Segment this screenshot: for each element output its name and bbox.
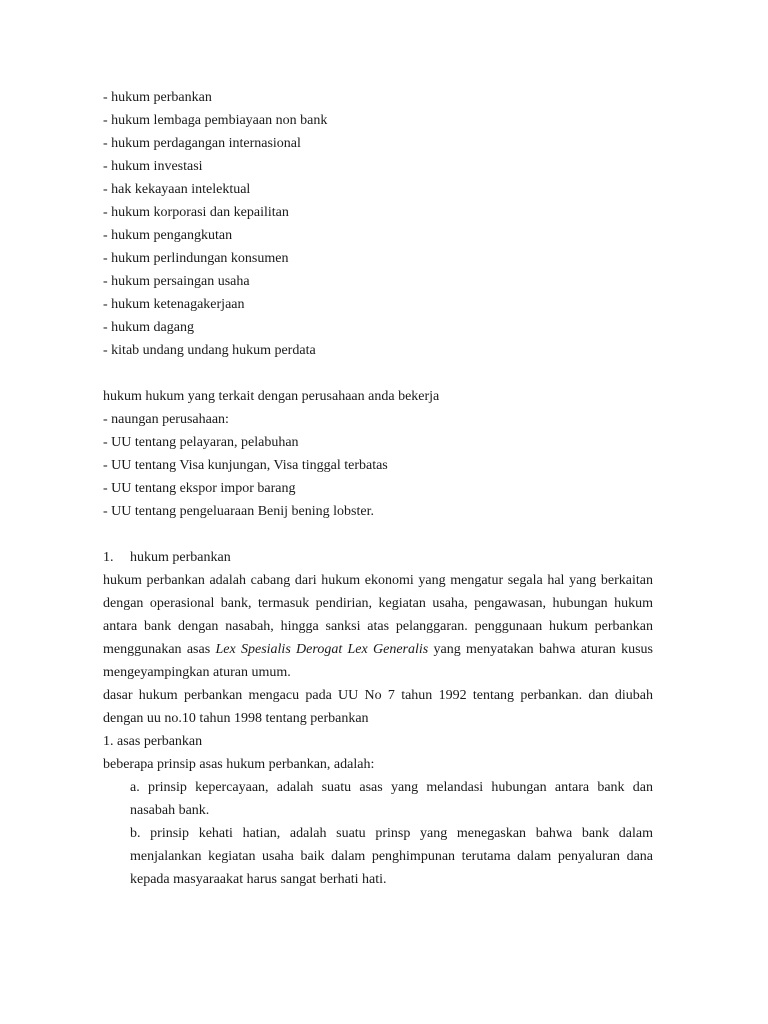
list-item: - naungan perusahaan: [103, 412, 229, 427]
paragraph-line: antara bank dengan nasabah, hingga sanksi atas pelanggaran. penggunaan hukum perbankan [103, 619, 653, 634]
banking-law-section [103, 546, 653, 891]
list-item: - kitab undang undang hukum perdata [103, 343, 316, 358]
text-run: menggunakan asas [103, 642, 216, 657]
paragraph-legal-basis [103, 684, 653, 730]
principle-item-a [103, 776, 653, 822]
text-run: yang menyatakan bahwa aturan kusus [428, 642, 653, 657]
law-list [103, 86, 653, 362]
list-item: - hukum perbankan [103, 90, 212, 105]
paragraph-line: a. prinsip kepercayaan, adalah suatu asas yang melandasi hubungan antara bank dan [130, 780, 653, 795]
list-item: - hak kekayaan intelektual [103, 182, 251, 197]
list-item: - hukum lembaga pembiayaan non bank [103, 113, 328, 128]
paragraph-line: dengan uu no.10 tahun 1998 tentang perbankan [103, 711, 369, 726]
paragraph-line: dasar hukum perbankan mengacu pada UU No 7 tahun 1992 tentang perbankan. dan diubah [103, 688, 653, 703]
spacer [103, 523, 653, 546]
list-item: - hukum korporasi dan kepailitan [103, 205, 289, 220]
paragraph-line: hukum perbankan adalah cabang dari hukum ekonomi yang mengatur segala hal yang berkaitan [103, 573, 653, 588]
list-item: - hukum ketenagakerjaan [103, 297, 245, 312]
list-item: - UU tentang ekspor impor barang [103, 481, 296, 496]
paragraph-line: kepada masyaraakat harus sangat berhati hati. [130, 872, 387, 887]
section-heading [103, 546, 653, 569]
italic-term: Lex Spesialis Derogat Lex Generalis [215, 642, 429, 657]
paragraph-line: menjalankan kegiatan usaha baik dalam penghimpunan terutama dalam penyaluran dana [130, 849, 653, 864]
paragraph-line: dengan operasional bank, termasuk pendirian, kegiatan usaha, pengawasan, hubungan hukum [103, 596, 653, 611]
list-item: - hukum dagang [103, 320, 194, 335]
paragraph-line: mengeyampingkan aturan umum. [103, 665, 291, 680]
list-item: - hukum perlindungan konsumen [103, 251, 289, 266]
list-item: - UU tentang pengeluaraan Benij bening lobster. [103, 504, 374, 519]
principle-item-b [103, 822, 653, 891]
heading-text: hukum perbankan [130, 550, 231, 565]
company-law-section [103, 385, 653, 523]
section-title: hukum hukum yang terkait dengan perusahaan anda bekerja [103, 389, 440, 404]
heading-number: 1. [103, 550, 114, 565]
list-item: - hukum perdagangan internasional [103, 136, 301, 151]
sub-heading: 1. asas perbankan [103, 734, 203, 749]
spacer [103, 362, 653, 385]
list-item: - UU tentang Visa kunjungan, Visa tinggal terbatas [103, 458, 388, 473]
list-item: - hukum persaingan usaha [103, 274, 250, 289]
paragraph-line [103, 638, 653, 661]
paragraph-line: nasabah bank. [130, 803, 210, 818]
paragraph-definition [103, 569, 653, 684]
paragraph-line: b. prinsip kehati hatian, adalah suatu prinsp yang menegaskan bahwa bank dalam [130, 826, 653, 841]
intro-text: beberapa prinsip asas hukum perbankan, adalah: [103, 757, 375, 772]
list-item: - hukum investasi [103, 159, 203, 174]
document-page [103, 86, 653, 891]
list-item: - UU tentang pelayaran, pelabuhan [103, 435, 299, 450]
list-item: - hukum pengangkutan [103, 228, 233, 243]
